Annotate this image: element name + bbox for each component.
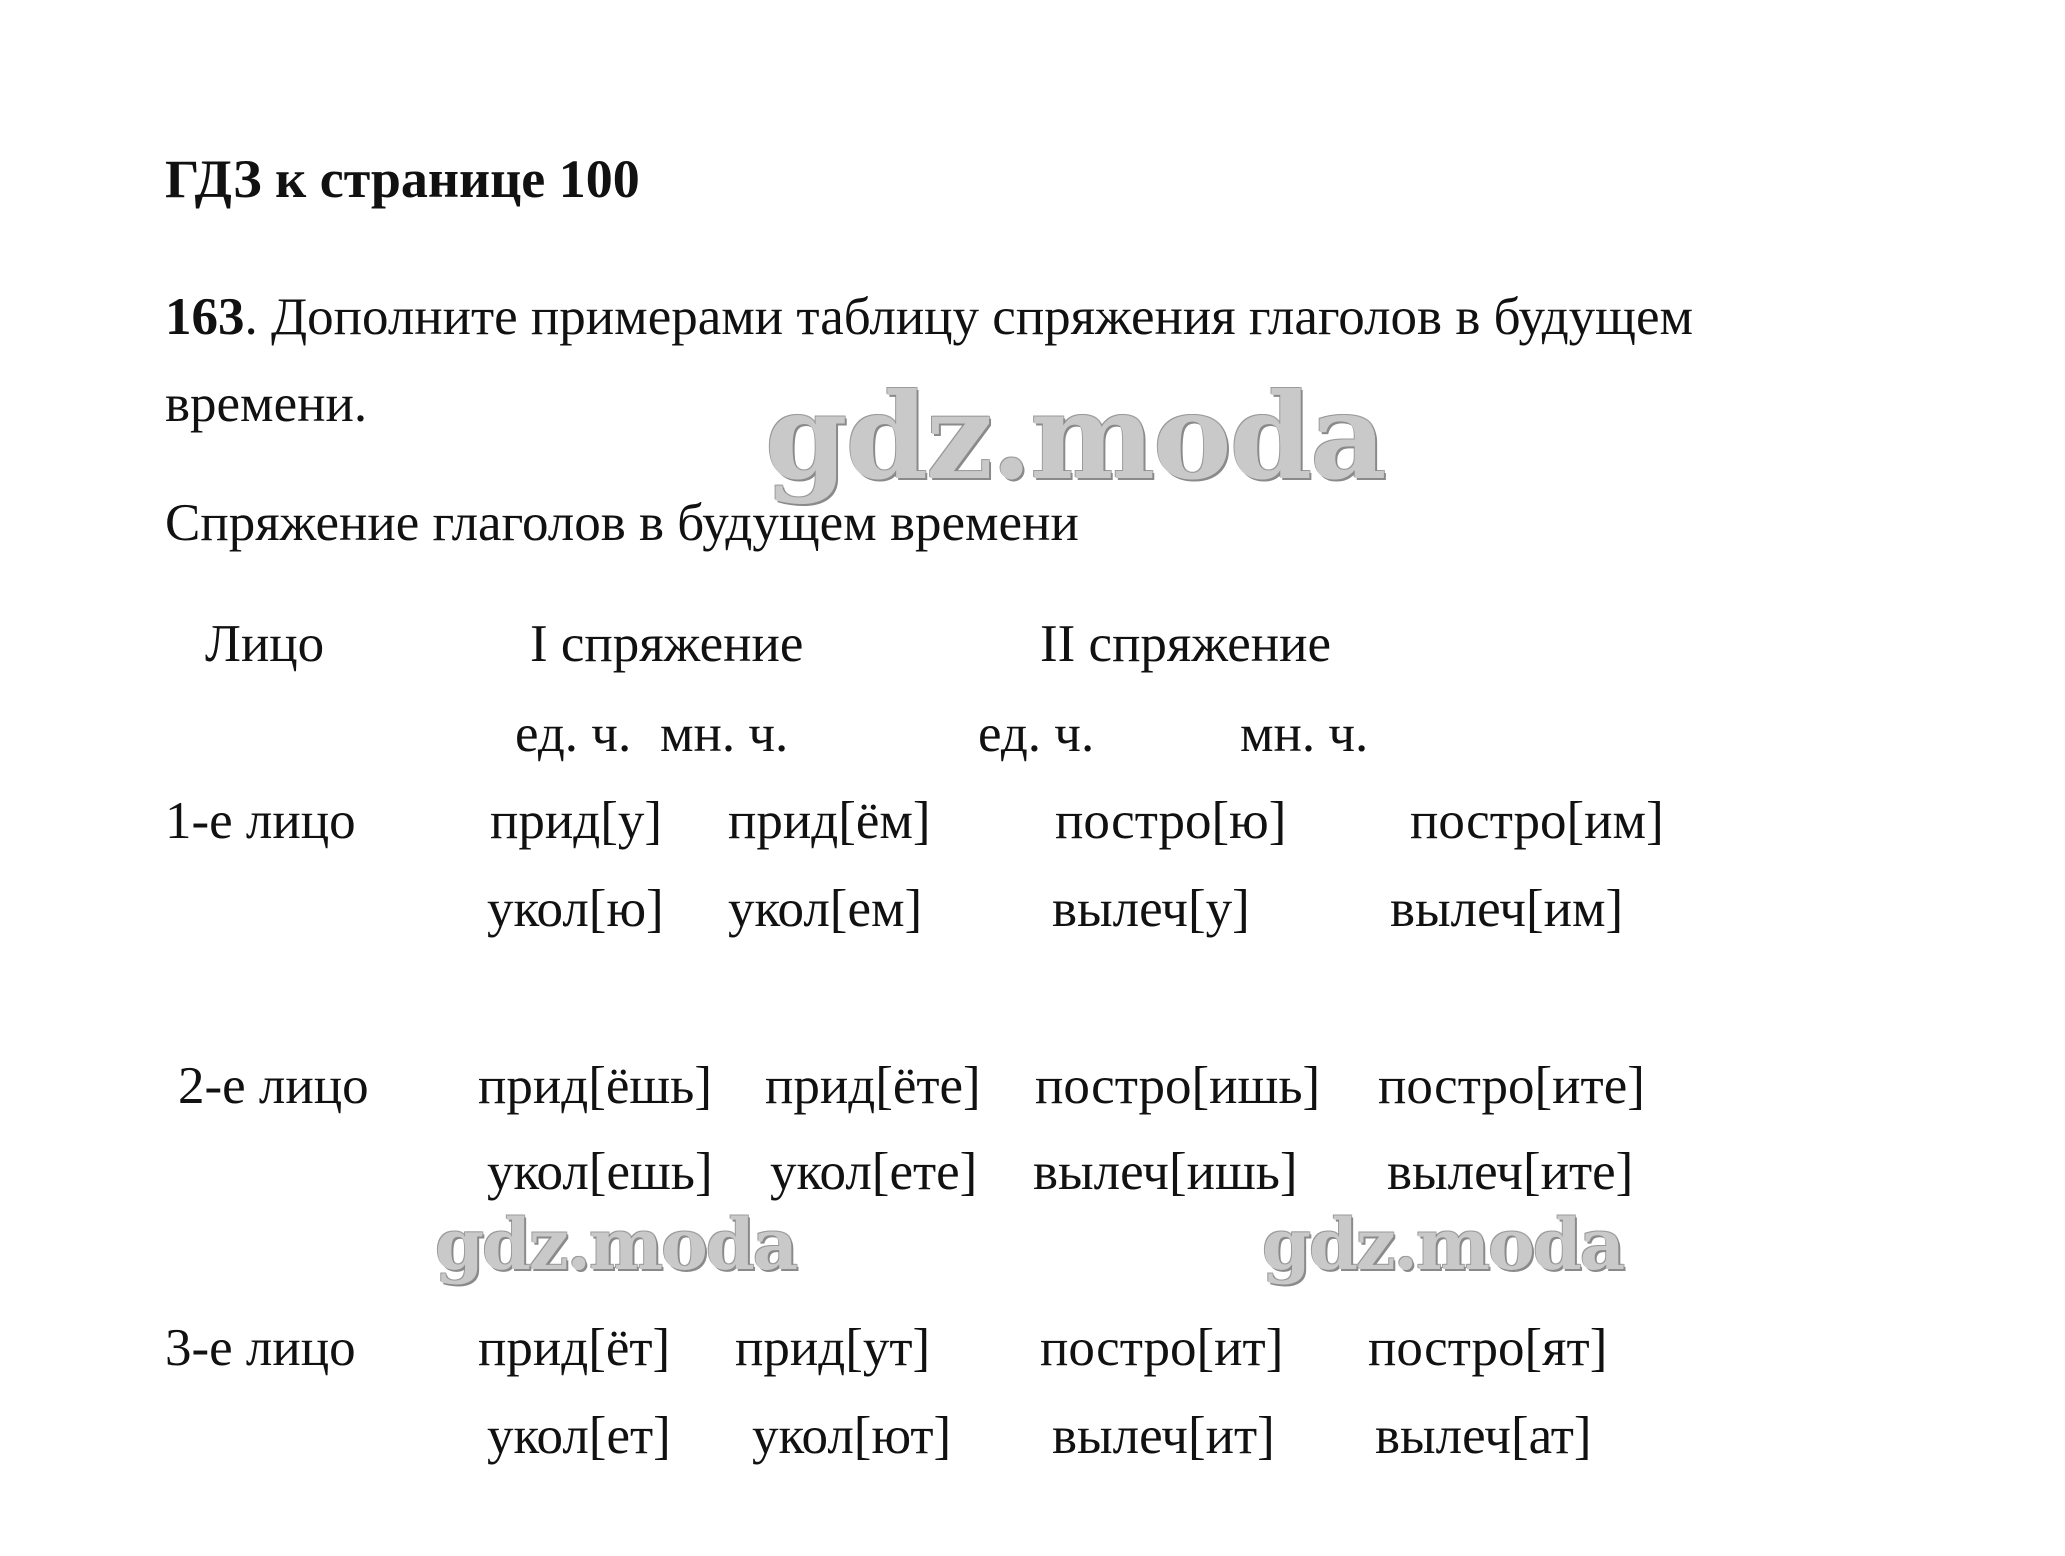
row-person-2: 2-е лицо: [178, 1057, 369, 1115]
form-cell: прид[ёшь]: [478, 1057, 712, 1115]
header-singular-2: ед. ч.: [978, 705, 1095, 763]
task-number: 163: [165, 288, 245, 346]
header-person: Лицо: [205, 615, 325, 673]
header-conjugation-1: I спряжение: [530, 615, 804, 673]
form-cell: укол[ем]: [728, 880, 923, 938]
form-cell: прид[ут]: [735, 1319, 931, 1377]
task-text-line2: времени.: [165, 375, 368, 433]
form-cell: укол[ешь]: [487, 1143, 713, 1201]
form-cell: постро[ят]: [1368, 1319, 1608, 1377]
table-title: Спряжение глаголов в будущем времени: [165, 494, 1079, 552]
form-cell: прид[у]: [490, 792, 662, 850]
form-cell: постро[ишь]: [1035, 1057, 1321, 1115]
watermark-logo: gdz.moda: [1262, 1203, 1624, 1286]
header-singular-1: ед. ч.: [515, 705, 632, 763]
form-cell: вылеч[ат]: [1375, 1407, 1592, 1465]
form-cell: прид[ёте]: [765, 1057, 981, 1115]
form-cell: постро[им]: [1410, 792, 1664, 850]
page-heading: ГДЗ к странице 100: [165, 149, 640, 209]
row-person-3: 3-е лицо: [165, 1319, 356, 1377]
form-cell: вылеч[у]: [1052, 880, 1250, 938]
form-cell: вылеч[ит]: [1052, 1407, 1275, 1465]
watermark-logo: gdz.moda: [765, 367, 1385, 506]
header-plural-1: мн. ч.: [660, 705, 789, 763]
header-plural-2: мн. ч.: [1240, 705, 1369, 763]
form-cell: постро[ите]: [1378, 1057, 1645, 1115]
form-cell: укол[ю]: [487, 880, 664, 938]
form-cell: вылеч[ишь]: [1033, 1143, 1298, 1201]
form-cell: вылеч[ите]: [1387, 1143, 1634, 1201]
form-cell: укол[ете]: [770, 1143, 978, 1201]
header-conjugation-2: II спряжение: [1040, 615, 1332, 673]
task-statement: [165, 288, 1694, 346]
form-cell: вылеч[им]: [1390, 880, 1624, 938]
form-cell: укол[ет]: [487, 1407, 671, 1465]
form-cell: укол[ют]: [752, 1407, 952, 1465]
watermark-logo: gdz.moda: [435, 1203, 797, 1286]
row-person-1: 1-е лицо: [165, 792, 356, 850]
form-cell: постро[ит]: [1040, 1319, 1284, 1377]
form-cell: прид[ём]: [728, 792, 931, 850]
form-cell: прид[ёт]: [478, 1319, 671, 1377]
task-text-line1: . Дополните примерами таблицу спряжения глаголов в будущем: [244, 288, 1694, 346]
form-cell: постро[ю]: [1055, 792, 1287, 850]
